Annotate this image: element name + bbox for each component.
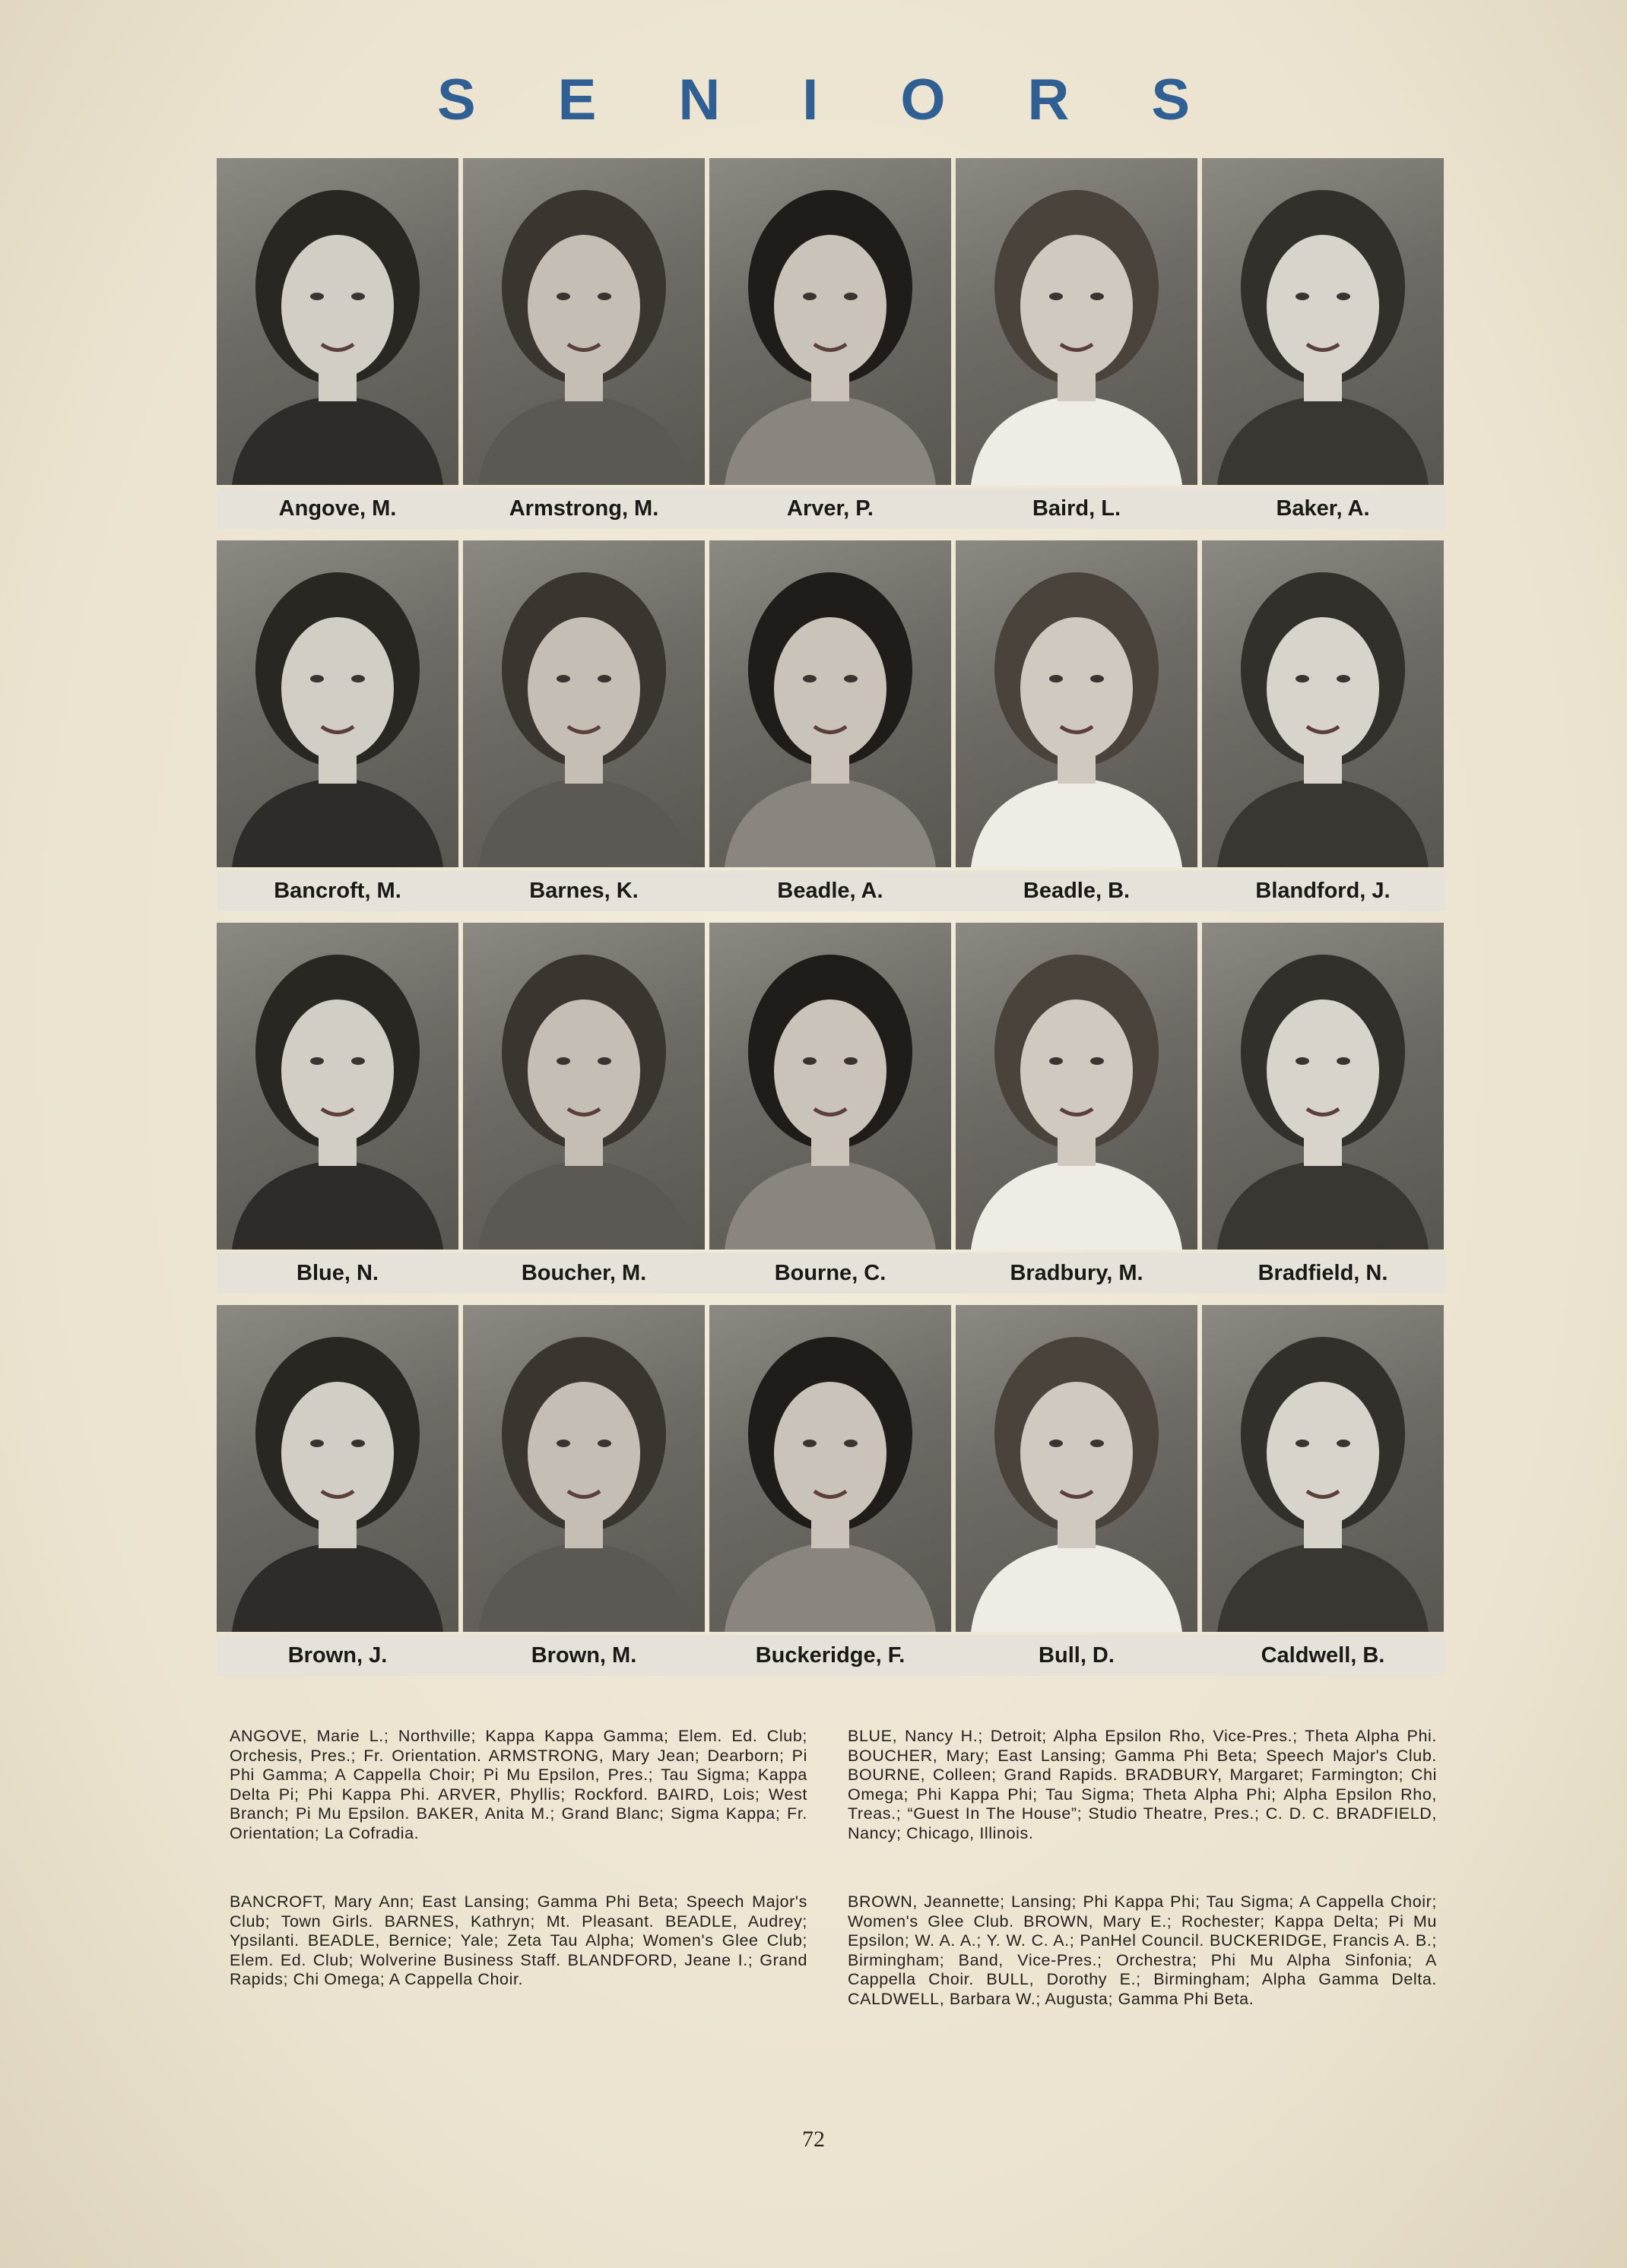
portrait-row [217,540,1445,917]
portrait-name: Arver, P. [787,496,874,521]
name-caption-bar [217,1635,1445,1676]
portrait-name: Armstrong, M. [509,496,659,521]
portrait-name: Boucher, M. [521,1261,647,1285]
biography-paragraph: ANGOVE, Marie L.; Northville; Kappa Kappa Gamma; Elem. Ed. Club; Orchesis, Pres.; Fr. Orientation. ARMSTRONG, Mary Jean; Dearborn; Pi Phi Gamma; A Cappella Choir; Pi Mu Epsilon, Pres.; Tau Sigma; Kappa Delta Pi; Phi Kappa Phi. ARVER, Phyllis; Rockford. BAIRD, Lois; West Branch; Pi Mu Epsilon. BAKER, Anita M.; Grand Blanc; Sigma Kappa; Fr. Orientation; La Cofradia. [230,1727,807,1842]
portrait-name: Bull, D. [1039,1643,1115,1668]
portrait-image [956,540,1197,867]
portrait-photo [217,1305,458,1632]
portrait-image [463,923,705,1250]
portrait-photo [956,923,1197,1250]
portrait-photo [956,1305,1197,1632]
portrait-photo [956,540,1197,867]
portrait-name: Baker, A. [1276,496,1370,521]
portrait-photo [1202,540,1444,867]
portrait-image [709,1305,951,1632]
portrait-photo [709,158,951,485]
page-title: SENIORS [436,68,1273,132]
portrait-name: Brown, M. [531,1643,637,1668]
portrait-name: Blandford, J. [1255,879,1391,903]
portrait-name: Bancroft, M. [274,879,401,903]
portrait-photo [1202,1305,1444,1632]
portrait-name: Baird, L. [1032,496,1121,521]
portrait-row [217,158,1445,535]
portrait-image [956,923,1197,1250]
portrait-photo [1202,158,1444,485]
portrait-name: Blue, N. [297,1261,379,1285]
portrait-photo [709,1305,951,1632]
portrait-image [709,540,951,867]
portrait-image [217,540,458,867]
portrait-row [217,1305,1445,1682]
name-caption-bar [217,870,1445,911]
portrait-photo [709,923,951,1250]
portrait-photo [463,540,705,867]
portrait-image [709,158,951,485]
portrait-image [463,158,705,485]
portrait-row [217,923,1445,1300]
portrait-photo [217,923,458,1250]
biography-paragraph: BANCROFT, Mary Ann; East Lansing; Gamma Phi Beta; Speech Major's Club; Town Girls. BARNES, Kathryn; Mt. Pleasant. BEADLE, Audrey; Ypsilanti. BEADLE, Bernice; Yale; Zeta Tau Alpha; Women's Glee Club; Elem. Ed. Club; Wolverine Business Staff. BLANDFORD, Jeane I.; Grand Rapids; Chi Omega; A Cappella Choir. [230,1893,807,1988]
portrait-image [463,1305,705,1632]
portrait-image [217,158,458,485]
portrait-photo [956,158,1197,485]
portrait-photo [463,158,705,485]
name-caption-bar [217,1253,1445,1294]
biography-paragraph: BLUE, Nancy H.; Detroit; Alpha Epsilon Rho, Vice-Pres.; Theta Alpha Phi. BOUCHER, Mary; East Lansing; Gamma Phi Beta; Speech Major's Club. BOURNE, Colleen; Grand Rapids. BRADBURY, Margaret; Farmington; Chi Omega; Phi Kappa Phi; Tau Sigma; Theta Alpha Phi; Alpha Epsilon Rho, Treas.; “Guest In The House”; Studio Theatre, Pres.; C. D. C. BRADFIELD, Nancy; Chicago, Illinois. [848,1727,1437,1842]
portrait-name: Bradbury, M. [1010,1261,1143,1285]
portrait-name: Bourne, C. [774,1261,886,1285]
portrait-image [1202,158,1444,485]
portrait-photo [463,1305,705,1632]
portrait-photo [463,923,705,1250]
portrait-image [1202,540,1444,867]
portrait-name: Angove, M. [278,496,397,521]
portrait-name: Barnes, K. [529,879,639,903]
portrait-image [217,1305,458,1632]
portrait-name: Beadle, B. [1023,879,1131,903]
portrait-image [1202,1305,1444,1632]
name-caption-bar [217,488,1445,529]
portrait-image [956,1305,1197,1632]
portrait-name: Bradfield, N. [1258,1261,1388,1285]
portrait-photo [217,540,458,867]
biography-paragraph: BROWN, Jeannette; Lansing; Phi Kappa Phi; Tau Sigma; A Cappella Choir; Women's Glee Club. BROWN, Mary E.; Rochester; Kappa Delta; Pi Mu Epsilon; W. A. A.; Y. W. C. A.; PanHel Council. BUCKERIDGE, Francis A. B.; Birmingham; Band, Vice-Pres.; Orchestra; Phi Mu Alpha Sinfonia; A Cappella Choir. BULL, Dorothy E.; Birmingham; Alpha Gamma Delta. CALDWELL, Barbara W.; Augusta; Gamma Phi Beta. [848,1893,1437,2008]
portrait-name: Beadle, A. [777,879,883,903]
portrait-name: Buckeridge, F. [755,1643,905,1668]
portrait-photo [217,158,458,485]
portrait-image [1202,923,1444,1250]
portrait-name: Brown, J. [287,1643,388,1668]
portrait-name: Caldwell, B. [1261,1643,1385,1668]
portrait-image [709,923,951,1250]
portrait-photo [1202,923,1444,1250]
portrait-image [217,923,458,1250]
page-number: 72 [802,2127,825,2152]
portrait-image [956,158,1197,485]
portrait-image [463,540,705,867]
portrait-photo [709,540,951,867]
